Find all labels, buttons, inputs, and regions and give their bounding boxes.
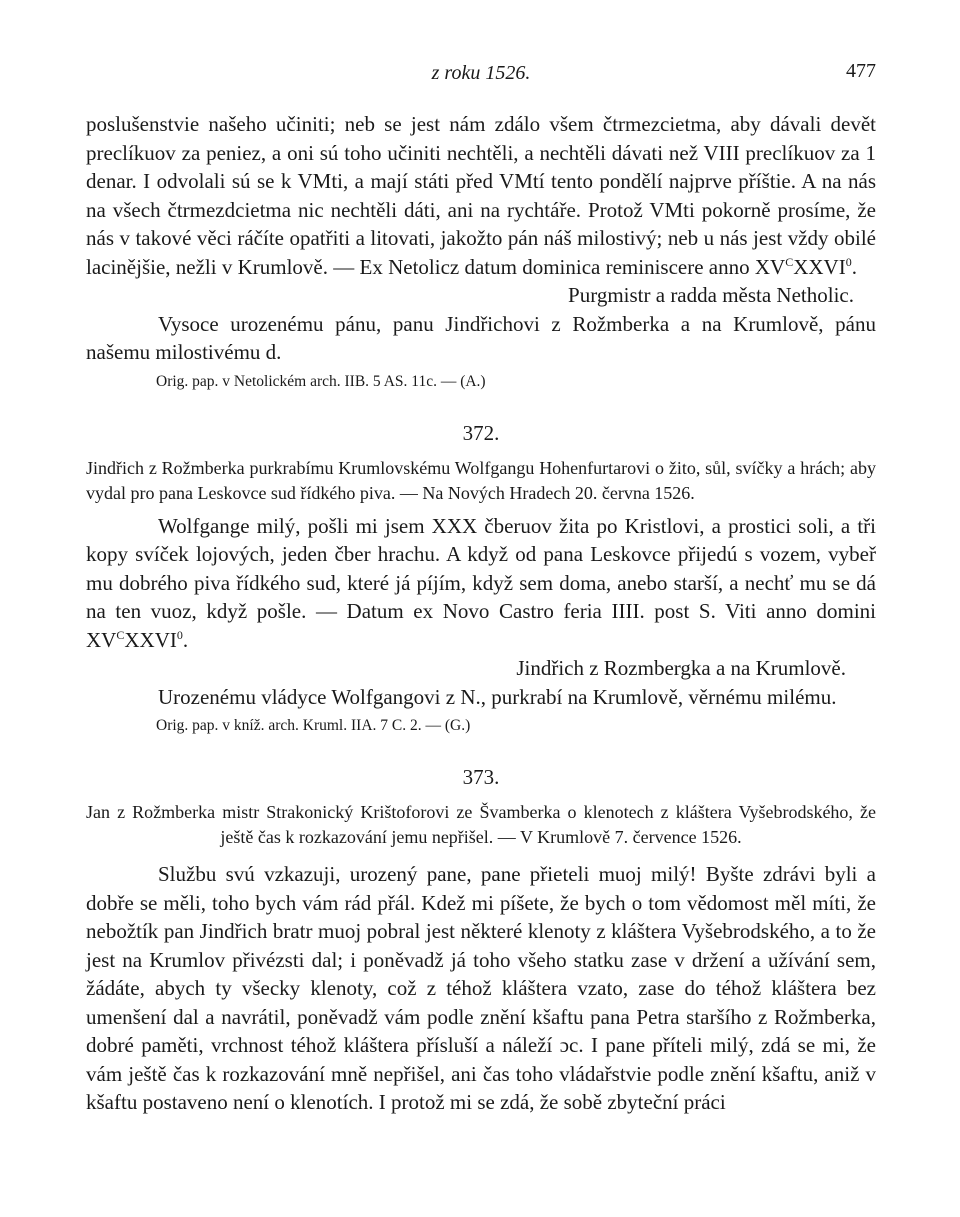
document-number: 373.: [462, 765, 500, 789]
letter-signature: Purgmistr a radda města Netholic.: [568, 283, 854, 307]
letter-address: Vysoce urozenému pánu, panu Jindřichovi z Rožmberka a na Krumlově, pánu našemu milostivému d.: [86, 311, 876, 364]
source-note: Orig. pap. v Netolickém arch. IIB. 5 AS. 11c. — (A.): [156, 372, 486, 390]
letter-body: poslušenstvie našeho učiniti; neb se jest nám zdálo všem čtrmezcietma, aby dávali devět preclíkuov za peniez, a oni sú toho učiniti nechtěli, a nechtěli dávati než VIII preclíkuov za 1 denar. I odvolali sú se k VMti, a mají státi před VMtí tento pondělí najprve příštie. A na nás na všech čtrmezdcietma nic nechtěli dáti, ani na rychtáře. Protož VMti pokorně prosíme, že nás v takové věci ráčíte opatřiti a litovati, jakožto pán náš milostivý; neb u nás jest vždy obilé lacinějšie, nežli v Krumlově. — Ex Netolicz datum dominica reminiscere anno $XV^CXXVI^0$.: [86, 112, 876, 279]
page-number: 477: [846, 60, 876, 82]
continued-letter: [86, 110, 876, 393]
document-number: 372.: [462, 420, 500, 445]
document-373: [86, 765, 876, 1117]
letter-body: Wolfgange milý, pošli mi jsem XXX čberuov žita po Kristlovi, a prostici soli, a tři kopy svíček lojových, jeden čber hrachu. A když od pana Leskovce přijedú s vozem, vybeř mu dobrého piva řídkého sud, které já píjím, když sem doma, anebo starší, a nechť mu se dá na ten vuoz, když pošle. — Datum ex Novo Castro feria IIII. post S. Viti anno domini $XV^CXXVI^0$.: [86, 513, 876, 652]
document-regest: Jan z Rožmberka mistr Strakonický Krištoforovi ze Švamberka o klenotech z kláštera Vyšebrodského, že ještě čas k rozkazování jemu nepřišel. — V Krumlově 7. července 1526.: [86, 802, 876, 847]
page-header: [86, 58, 876, 88]
letter-address: Urozenému vládyce Wolfgangovi z N., purkrabí na Krumlově, věrnému milému.: [158, 684, 837, 709]
source-note: Orig. pap. v kníž. arch. Kruml. IIA. 7 C. 2. — (G.): [156, 717, 471, 734]
running-title: z roku 1526.: [431, 62, 531, 84]
document-372: [86, 421, 876, 738]
document-page: [86, 58, 876, 1117]
letter-body: Službu svú vzkazuji, urozený pane, pane přieteli muoj milý! Byšte zdrávi byli a dobře se měli, toho bych vám rád přál. Kdež mi píšete, že bych o tom vědomost měl míti, že nebožtík pan Jindřich bratr muoj pobral jest některé klenoty z kláštera Vyšebrodského, a to že jest na Krumlov přivézsti dal; i poněvadž já toho všeho statku zase v držení a užívání sem, žádáte, abych ty všecky klenoty, což z téhož kláštera vzato, zase do téhož kláštera bez umenšení dal a navrátil, poněvadž vám podle znění kšaftu pana Petra staršího z Rožmberka, dobré paměti, vrchnost téhož kláštera přísluší a náleží ɔc. I pane příteli milý, zdá se mi, že vám ještě čas k rozkazování mně nepřišel, ani čas toho vládařstvie podle znění kšaftu, aniž v kšaftu postaveno není o klenotích. I protož mi se zdá, že sobě zbyteční práci: [86, 862, 876, 1114]
document-regest: Jindřich z Rožmberka purkrabímu Krumlovskému Wolfgangu Hohenfurtarovi o žito, sůl, svíčky a hrách; aby vydal pro pana Leskovce sud řídkého piva. — Na Nových Hradech 20. června 1526.: [86, 457, 876, 503]
letter-signature: Jindřich z Rozmbergka a na Krumlově.: [516, 656, 846, 680]
